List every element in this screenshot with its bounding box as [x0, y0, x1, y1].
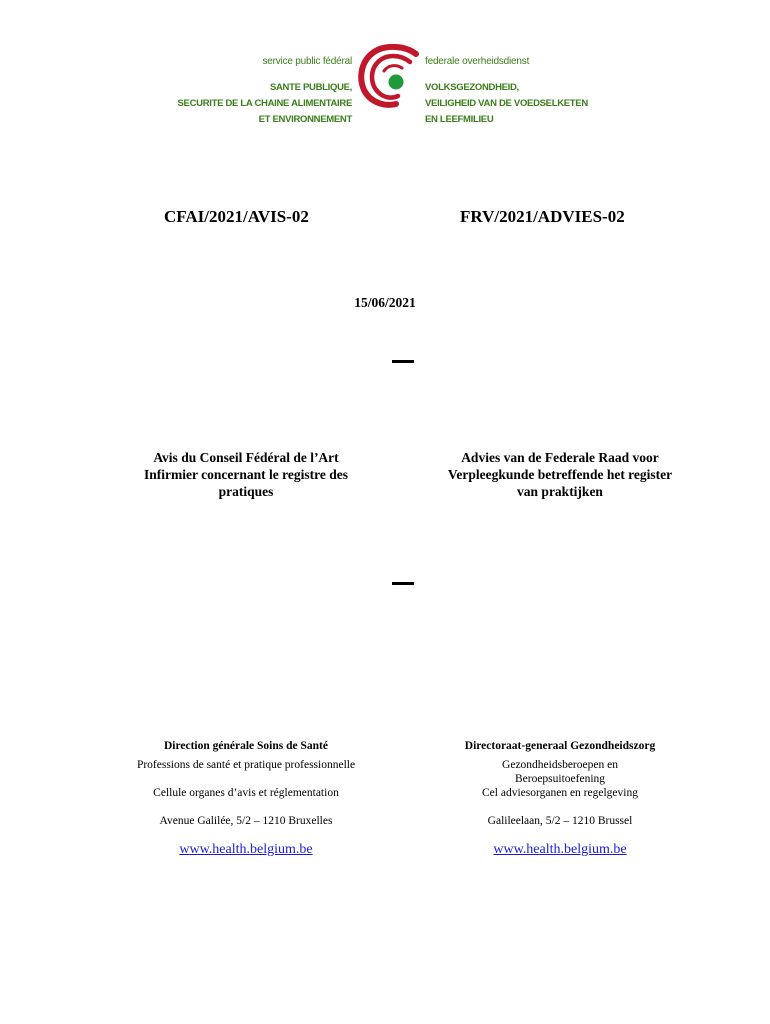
- reference-fr: CFAI/2021/AVIS-02: [164, 207, 309, 226]
- header-org-nl-line: EN LEEFMILIEU: [425, 114, 494, 125]
- cell-fr: Cellule organes d’avis et réglementation: [153, 787, 339, 799]
- reference-nl: FRV/2021/ADVIES-02: [460, 207, 625, 226]
- title-nl-line: Advies van de Federale Raad voor: [461, 450, 659, 465]
- document-date: 15/06/2021: [354, 295, 416, 310]
- header-org-fr-line: SANTE PUBLIQUE,: [269, 82, 352, 93]
- header-org-fr-line: SECURITE DE LA CHAINE ALIMENTAIRE: [177, 98, 352, 109]
- header-tagline-fr: service public fédéral: [262, 56, 352, 67]
- direction-nl: Directoraat-generaal Gezondheidszorg: [464, 740, 656, 752]
- title-nl-line: van praktijken: [517, 484, 603, 499]
- direction-fr: Direction générale Soins de Santé: [164, 740, 328, 752]
- header-tagline-nl: federale overheidsdienst: [425, 56, 530, 67]
- department-nl: Gezondheidsberoepen en: [502, 759, 618, 771]
- footer-column-nl: [410, 738, 710, 858]
- address-nl: Galileelaan, 5/2 – 1210 Brussel: [487, 815, 633, 827]
- title-nl-line: Verpleegkunde betreffende het register: [447, 467, 673, 482]
- website-link-fr[interactable]: www.health.belgium.be: [179, 842, 313, 857]
- footer-column-fr: [96, 738, 396, 858]
- separator-dash: [392, 582, 414, 585]
- separator-dash: [392, 360, 414, 363]
- website-link-nl[interactable]: www.health.belgium.be: [493, 842, 627, 857]
- address-fr: Avenue Galilée, 5/2 – 1210 Bruxelles: [159, 815, 333, 827]
- header-org-fr: [178, 80, 352, 128]
- department-nl: Beroepsuitoefening: [514, 773, 606, 785]
- title-fr-line: Avis du Conseil Fédéral de l’Art: [153, 450, 339, 465]
- fps-health-logo-icon: [356, 44, 420, 108]
- header-org-nl-line: VOLKSGEZONDHEID,: [425, 82, 519, 93]
- header-org-nl-line: VEILIGHEID VAN DE VOEDSELKETEN: [425, 98, 588, 109]
- title-fr: [121, 449, 371, 500]
- cell-nl: Cel adviesorganen en regelgeving: [482, 787, 638, 799]
- header-org-fr-line: ET ENVIRONNEMENT: [258, 114, 352, 125]
- title-nl: [423, 449, 697, 500]
- title-fr-line: Infirmier concernant le registre des: [144, 467, 348, 482]
- header-org-nl: [425, 80, 588, 128]
- department-fr: Professions de santé et pratique professionnelle: [136, 759, 356, 771]
- title-fr-line: pratiques: [218, 484, 274, 499]
